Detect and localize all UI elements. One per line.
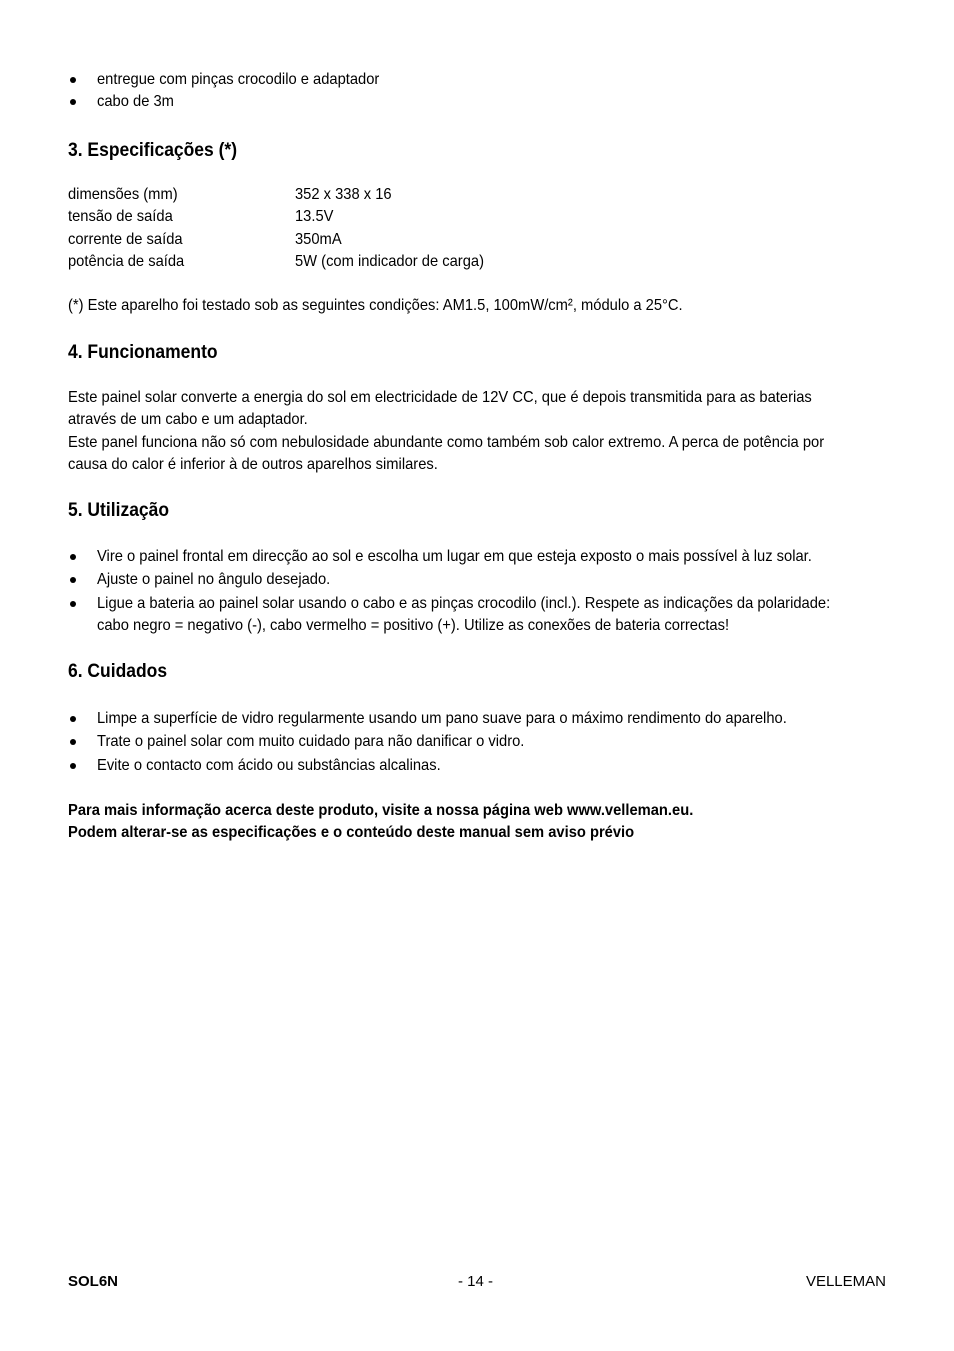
- usage-heading: 5. Utilização: [68, 500, 170, 521]
- list-item: Limpe a superfície de vidro regularmente usando um pano suave para o máximo rendimento do aparelho.: [68, 708, 847, 730]
- list-item: Trate o painel solar com muito cuidado para não danificar o vidro.: [68, 731, 847, 753]
- spec-label: corrente de saída: [68, 230, 183, 248]
- accessories-list: [68, 69, 404, 114]
- spec-value: 352 x 338 x 16: [295, 186, 392, 203]
- list-item: entregue com pinças crocodilo e adaptador: [68, 69, 404, 91]
- list-item: Evite o contacto com ácido ou substâncias alcalinas.: [68, 755, 847, 777]
- bullet-icon: [70, 601, 76, 607]
- closing-line: Podem alterar-se as especificações e o conteúdo deste manual sem aviso prévio: [68, 824, 635, 842]
- operation-heading: 4. Funcionamento: [68, 342, 218, 363]
- bullet-icon: [70, 739, 76, 745]
- spec-label: tensão de saída: [68, 208, 173, 226]
- bullet-icon: [70, 763, 76, 769]
- page-footer: [68, 1272, 886, 1294]
- bullet-icon: [70, 77, 76, 83]
- paragraph-line: causa do calor é inferior à de outros aparelhos similares.: [68, 456, 438, 474]
- spec-label: potência de saída: [68, 253, 185, 271]
- list-item: Ajuste o painel no ângulo desejado.: [68, 569, 894, 591]
- paragraph-line: Este painel solar converte a energia do sol em electricidade de 12V CC, que é depois transmitida para as baterias: [68, 389, 812, 406]
- bullet-icon: [70, 716, 76, 722]
- bullet-icon: [70, 99, 76, 105]
- bullet-icon: [70, 554, 76, 560]
- care-heading: 6. Cuidados: [68, 661, 168, 682]
- list-item: Vire o painel frontal em direcção ao sol e escolha um lugar em que esteja exposto o mais possível à luz solar.: [68, 546, 894, 568]
- operation-paragraph: [68, 387, 890, 477]
- spec-label: dimensões (mm): [68, 186, 178, 203]
- spec-value: 350mA: [295, 230, 342, 248]
- specs-heading: 3. Especificações (*): [68, 140, 238, 161]
- list-item: Ligue a bateria ao painel solar usando o cabo e as pinças crocodilo (incl.). Respete as indicações da polaridade: cabo negro = negativo (-), cabo vermelho = positivo (+). Utilize as conexões de bateria correctas!: [68, 593, 894, 638]
- footer-page-number: - 14 -: [458, 1273, 494, 1290]
- spec-value: 5W (com indicador de carga): [295, 253, 484, 271]
- closing-line: Para mais informação acerca deste produto, visite a nossa página web www.velleman.eu.: [68, 802, 694, 819]
- paragraph-line: Este panel funciona não só com nebulosidade abundante como também sob calor extremo. A perca de potência por: [68, 433, 825, 451]
- footer-brand: VELLEMAN: [805, 1273, 886, 1290]
- specs-note: (*) Este aparelho foi testado sob as seguintes condições: AM1.5, 100mW/cm², módulo a 25°C.: [68, 297, 683, 314]
- care-list: [68, 708, 847, 777]
- paragraph-line: através de um cabo e um adaptador.: [68, 411, 308, 429]
- spec-value: 13.5V: [295, 208, 334, 226]
- footer-model: SOL6N: [68, 1273, 119, 1290]
- usage-list: [68, 546, 894, 638]
- specs-table: [68, 184, 500, 274]
- closing-notice: [68, 800, 748, 845]
- list-item: cabo de 3m: [68, 91, 404, 113]
- bullet-icon: [70, 577, 76, 583]
